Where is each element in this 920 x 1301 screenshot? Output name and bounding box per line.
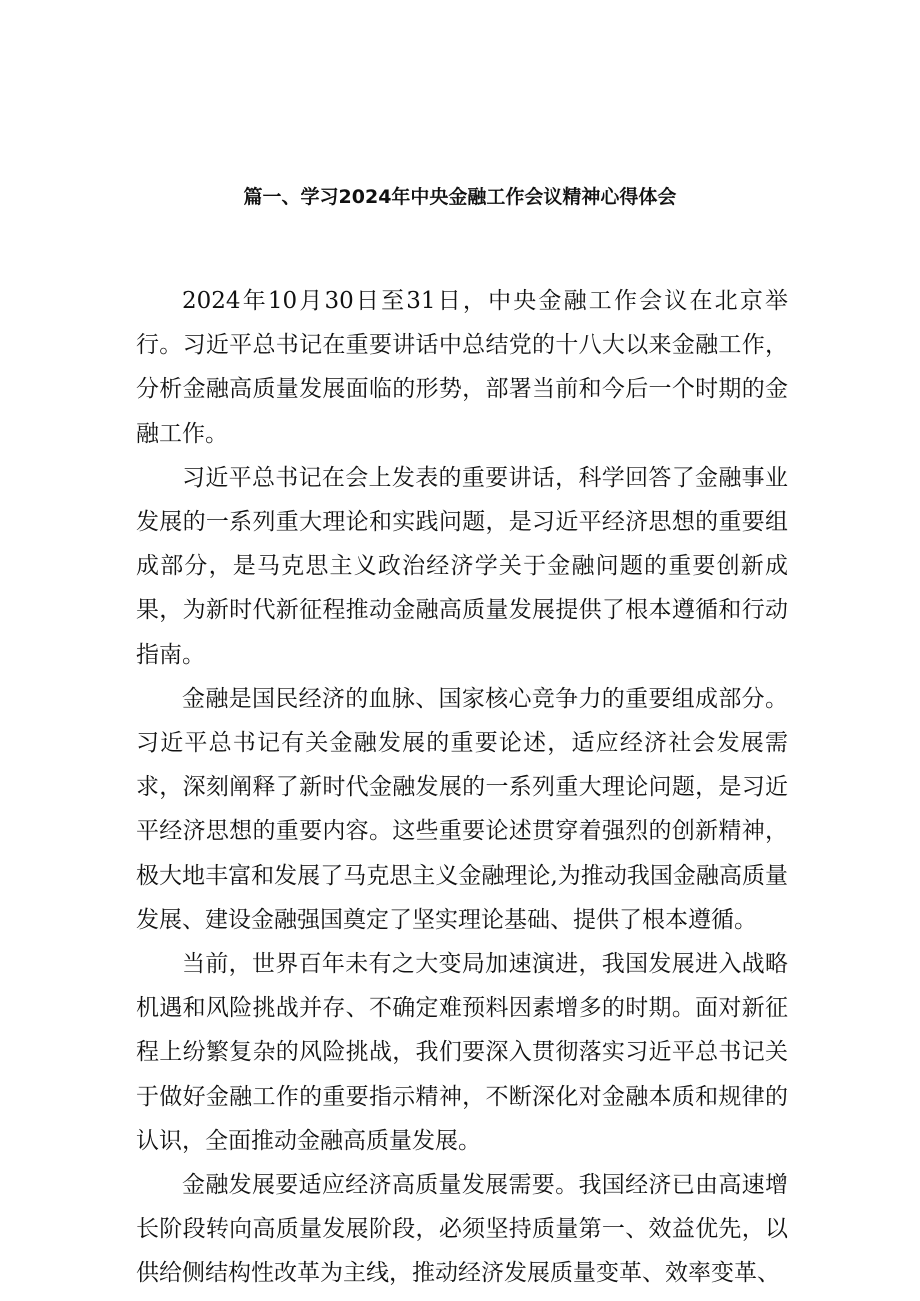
paragraph: 2024年10月30日至31日，中央金融工作会议在北京举行。习近平总书记在重要讲话中总结党的十八大以来金融工作，分析金融高质量发展面临的形势，部署当前和今后一个时期的金融工作。: [136, 288, 788, 447]
paragraph: 金融发展要适应经济高质量发展需要。我国经济已由高速增长阶段转向高质量发展阶段，必须坚持质量第一、效益优先，以供给侧结构性改革为主线，推动经济发展质量变革、效率变革、: [136, 1172, 788, 1287]
paragraph: 金融是国民经济的血脉、国家核心竞争力的重要组成部分。习近平总书记有关金融发展的重要论述，适应经济社会发展需求，深刻阐释了新时代金融发展的一系列重大理论问题，是习近平经济思想的重要内容。这些重要论述贯穿着强烈的创新精神，极大地丰富和发展了马克思主义金融理论,为推动我国金融高质量发展、建设金融强国奠定了坚实理论基础、提供了根本遵循。: [136, 685, 788, 933]
document-body: [136, 279, 788, 1296]
paragraph: 习近平总书记在会上发表的重要讲话，科学回答了金融事业发展的一系列重大理论和实践问题，是习近平经济思想的重要组成部分，是马克思主义政治经济学关于金融问题的重要创新成果，为新时代新征程推动金融高质量发展提供了根本遵循和行动指南。: [136, 464, 788, 668]
paragraph: 当前，世界百年未有之大变局加速演进，我国发展进入战略机遇和风险挑战并存、不确定难预料因素增多的时期。面对新征程上纷繁复杂的风险挑战，我们要深入贯彻落实习近平总书记关于做好金融工作的重要指示精神，不断深化对金融本质和规律的认识，全面推动金融高质量发展。: [136, 951, 788, 1154]
document-title: 篇一、学习2024年中央金融工作会议精神心得体会: [243, 186, 677, 208]
